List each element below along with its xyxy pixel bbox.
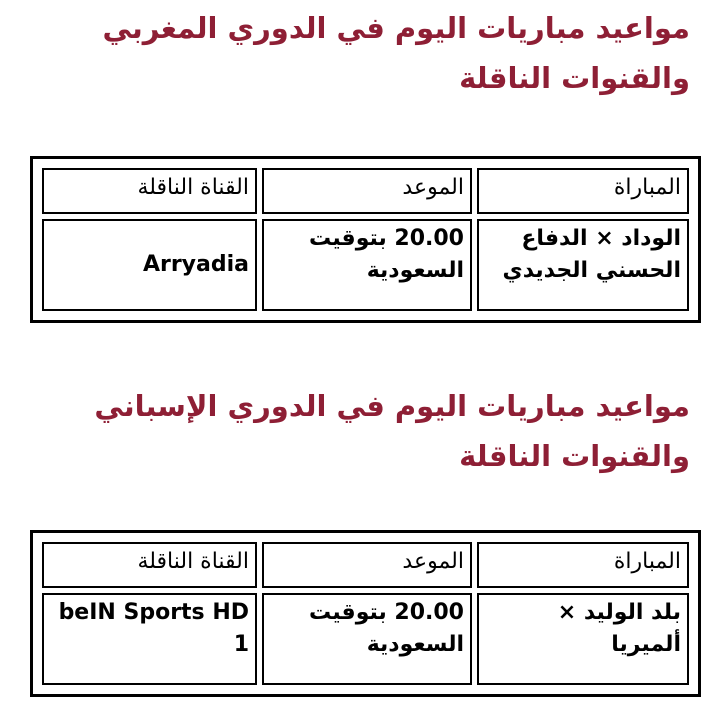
header-channel: القناة الناقلة [42, 542, 257, 588]
header-match: المباراة [477, 542, 689, 588]
table-header-row [42, 168, 689, 214]
section-heading-spanish-league: مواعيد مباريات اليوم في الدوري الإسباني والقنوات الناقلة [94, 389, 690, 473]
match-cell: الوداد × الدفاع الحسني الجديدي [477, 219, 689, 311]
table-row [42, 219, 689, 311]
match-schedule-table-moroccan [30, 156, 701, 323]
header-time: الموعد [262, 542, 472, 588]
time-cell: 20.00 بتوقيت السعودية [262, 219, 472, 311]
table-row [42, 593, 689, 685]
header-time: الموعد [262, 168, 472, 214]
time-cell: 20.00 بتوقيت السعودية [262, 593, 472, 685]
match-cell: بلد الوليد × ألميريا [477, 593, 689, 685]
table-header-row [42, 542, 689, 588]
header-match: المباراة [477, 168, 689, 214]
channel-cell: beIN Sports HD 1 [42, 593, 257, 685]
channel-cell: Arryadia [42, 219, 257, 311]
match-schedule-table-spanish [30, 530, 701, 697]
section-heading-moroccan-league: مواعيد مباريات اليوم في الدوري المغربي والقنوات الناقلة [102, 11, 690, 95]
header-channel: القناة الناقلة [42, 168, 257, 214]
